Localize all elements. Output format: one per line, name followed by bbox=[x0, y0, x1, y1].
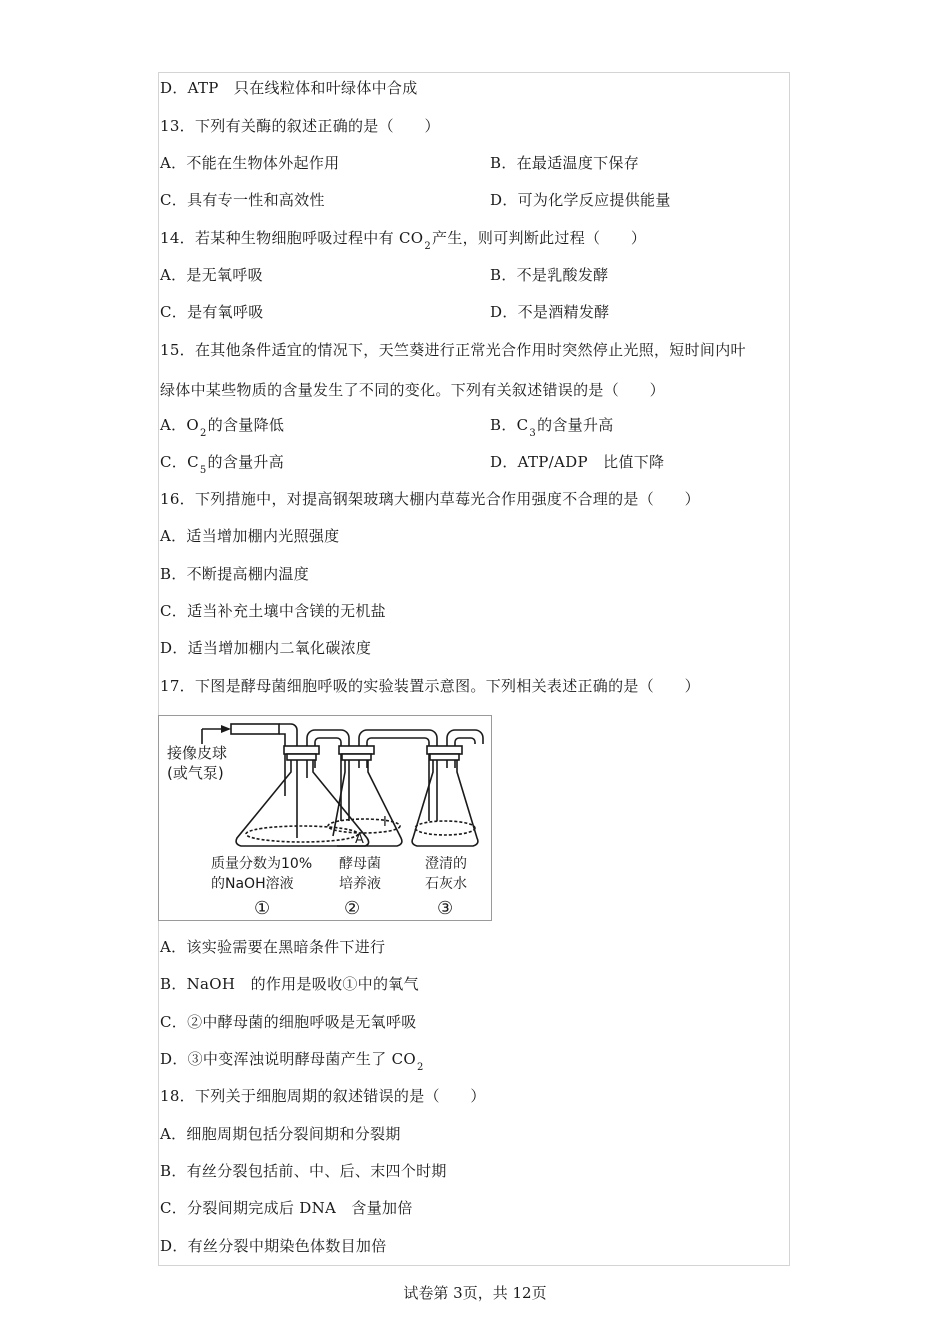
q14-stem-pre: 14．若某种生物细胞呼吸过程中有 CO bbox=[160, 229, 424, 247]
q15-option-b-pre: B．C bbox=[490, 416, 529, 434]
q15-option-c-subscript: 5 bbox=[199, 465, 207, 476]
q16-option-a: A．适当增加棚内光照强度 bbox=[160, 527, 340, 545]
q15-option-a-pre: A．O bbox=[160, 416, 200, 434]
flask2-number: ② bbox=[344, 898, 361, 919]
q14-option-b: B．不是乳酸发酵 bbox=[490, 266, 609, 284]
q17-option-d bbox=[160, 1049, 425, 1072]
q13-option-a: A．不能在生物体外起作用 bbox=[160, 154, 340, 172]
q15-option-d: D．ATP/ADP 比值下降 bbox=[490, 453, 665, 471]
q15-option-c-pre: C．C bbox=[160, 453, 199, 471]
q18-option-d: D．有丝分裂中期染色体数目加倍 bbox=[160, 1237, 387, 1255]
q17-stem: 17．下图是酵母菌细胞呼吸的实验装置示意图。下列相关表述正确的是（ ） bbox=[160, 677, 700, 695]
flask1-label-line1: 质量分数为10% bbox=[211, 856, 313, 872]
flask2-marker-i: I bbox=[383, 815, 387, 830]
q14-option-d: D．不是酒精发酵 bbox=[490, 303, 610, 321]
q17-option-b: B．NaOH 的作用是吸收①中的氧气 bbox=[160, 975, 419, 993]
flask2-label-line2: 培养液 bbox=[339, 876, 381, 892]
q15-option-c-post: 的含量升高 bbox=[207, 453, 285, 471]
q17-option-a: A．该实验需要在黑暗条件下进行 bbox=[160, 938, 386, 956]
q16-stem: 16．下列措施中，对提高钢架玻璃大棚内草莓光合作用强度不合理的是（ ） bbox=[160, 490, 700, 508]
flask2-label-line1: 酵母菌 bbox=[339, 856, 381, 872]
q14-stem-subscript: 2 bbox=[424, 241, 432, 252]
flask1-label-line2: 的NaOH溶液 bbox=[211, 876, 294, 892]
q15-option-a-subscript: 2 bbox=[200, 428, 207, 439]
q17-option-d-subscript: 2 bbox=[416, 1062, 424, 1073]
q14-stem bbox=[160, 228, 646, 251]
q17-option-d-pre: D．③中变浑浊说明酵母菌产生了 CO bbox=[160, 1050, 416, 1068]
flask1-number: ① bbox=[254, 898, 271, 919]
inlet-arrow-icon bbox=[221, 725, 231, 733]
q15-option-c bbox=[160, 452, 284, 475]
q14-option-a: A．是无氧呼吸 bbox=[160, 266, 263, 284]
connector-tube-2-3 bbox=[359, 730, 437, 821]
q14-stem-post: 产生，则可判断此过程（ ） bbox=[432, 229, 647, 247]
q14-option-c: C．是有氧呼吸 bbox=[160, 303, 264, 321]
q15-option-a bbox=[160, 415, 284, 438]
page-footer: 试卷第 3页，共 12页 bbox=[403, 1284, 547, 1302]
pump-label-line2: (或气泵) bbox=[167, 764, 224, 782]
flask2-marker-a: A bbox=[355, 832, 364, 847]
flask3-label-line2: 石灰水 bbox=[425, 876, 467, 892]
q15-option-b-post: 的含量升高 bbox=[537, 416, 614, 434]
q15-option-a-post: 的含量降低 bbox=[207, 416, 285, 434]
q18-option-b: B．有丝分裂包括前、中、后、末四个时期 bbox=[160, 1162, 447, 1180]
q16-option-c: C．适当补充土壤中含镁的无机盐 bbox=[160, 602, 386, 620]
flask3-label-line1: 澄清的 bbox=[425, 856, 467, 872]
flask-2 bbox=[328, 746, 402, 846]
q18-option-a: A．细胞周期包括分裂间期和分裂期 bbox=[160, 1125, 401, 1143]
pump-label-line1: 接像皮球 bbox=[167, 744, 228, 762]
q18-option-c: C．分裂间期完成后 DNA 含量加倍 bbox=[160, 1199, 413, 1217]
yeast-respiration-apparatus-figure bbox=[158, 715, 492, 921]
q18-stem: 18．下列关于细胞周期的叙述错误的是（ ） bbox=[160, 1087, 486, 1105]
q16-option-d: D．适当增加棚内二氧化碳浓度 bbox=[160, 639, 372, 657]
connector-tube-2-3-inner bbox=[367, 738, 429, 821]
q13-option-d: D．可为化学反应提供能量 bbox=[490, 191, 671, 209]
flask3-number: ③ bbox=[437, 898, 454, 919]
q17-option-c: C．②中酵母菌的细胞呼吸是无氧呼吸 bbox=[160, 1013, 417, 1031]
q15-stem-line1: 15．在其他条件适宜的情况下，天竺葵进行正常光合作用时突然停止光照，短时间内叶 bbox=[160, 341, 746, 359]
q16-option-b: B．不断提高棚内温度 bbox=[160, 565, 310, 583]
q15-option-b-subscript: 3 bbox=[529, 428, 537, 439]
q15-stem-line2: 绿体中某些物质的含量发生了不同的变化。下列有关叙述错误的是（ ） bbox=[160, 381, 665, 399]
flask-3 bbox=[412, 746, 478, 846]
q12-option-d: D．ATP 只在线粒体和叶绿体中合成 bbox=[160, 79, 418, 97]
inlet-tube bbox=[231, 724, 279, 734]
q13-stem: 13．下列有关酶的叙述正确的是（ ） bbox=[160, 117, 440, 135]
q15-option-b bbox=[490, 415, 614, 438]
q13-option-b: B．在最适温度下保存 bbox=[490, 154, 640, 172]
q13-option-c: C．具有专一性和高效性 bbox=[160, 191, 325, 209]
